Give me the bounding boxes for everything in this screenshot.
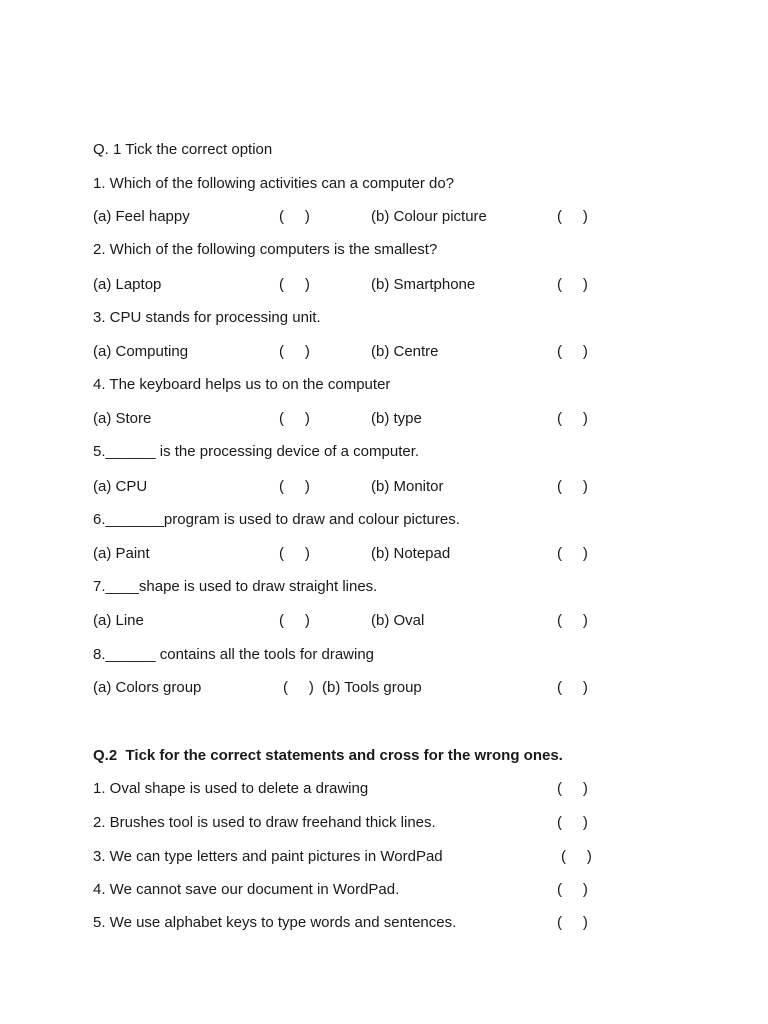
q1-5-option-b: (b) Monitor xyxy=(371,478,444,495)
q1-6-bracket-b: ( ) xyxy=(557,545,588,562)
q1-question-8: 8.______ contains all the tools for drawing xyxy=(93,646,375,663)
q2-statement-5: 5. We use alphabet keys to type words and sentences. xyxy=(93,914,457,931)
q2-4-bracket: ( ) xyxy=(557,881,588,898)
q1-1-bracket-b: ( ) xyxy=(557,208,588,225)
q2-statement-1: 1. Oval shape is used to delete a drawing xyxy=(93,780,369,797)
q1-heading: Q. 1 Tick the correct option xyxy=(93,141,273,158)
q1-5-option-a: (a) CPU xyxy=(93,478,148,495)
q2-statement-3: 3. We can type letters and paint pictures in WordPad xyxy=(93,848,443,865)
q1-2-bracket-a: ( ) xyxy=(279,276,310,293)
q1-3-bracket-b: ( ) xyxy=(557,343,588,360)
q2-3-bracket: ( ) xyxy=(561,848,592,865)
q1-6-option-b: (b) Notepad xyxy=(371,545,451,562)
q1-1-bracket-a: ( ) xyxy=(279,208,310,225)
q1-8-bracket-a: ( ) xyxy=(283,679,314,696)
q1-4-bracket-a: ( ) xyxy=(279,410,310,427)
q1-2-option-b: (b) Smartphone xyxy=(371,276,476,293)
q1-1-option-b: (b) Colour picture xyxy=(371,208,487,225)
q1-3-bracket-a: ( ) xyxy=(279,343,310,360)
q1-question-4: 4. The keyboard helps us to on the computer xyxy=(93,376,391,393)
q1-8-bracket-b: ( ) xyxy=(557,679,588,696)
q2-2-bracket: ( ) xyxy=(557,814,588,831)
q1-7-option-b: (b) Oval xyxy=(371,612,425,629)
q1-question-5: 5.______ is the processing device of a computer. xyxy=(93,443,420,460)
q1-1-option-a: (a) Feel happy xyxy=(93,208,190,225)
q1-question-2: 2. Which of the following computers is the smallest? xyxy=(93,241,438,258)
q2-5-bracket: ( ) xyxy=(557,914,588,931)
q1-2-option-a: (a) Laptop xyxy=(93,276,162,293)
q2-heading: Q.2 Tick for the correct statements and cross for the wrong ones. xyxy=(93,747,563,764)
q2-statement-2: 2. Brushes tool is used to draw freehand thick lines. xyxy=(93,814,436,831)
q1-8-option-a: (a) Colors group xyxy=(93,679,202,696)
q1-question-3: 3. CPU stands for processing unit. xyxy=(93,309,321,326)
q1-question-1: 1. Which of the following activities can a computer do? xyxy=(93,175,455,192)
q1-4-bracket-b: ( ) xyxy=(557,410,588,427)
q1-3-option-a: (a) Computing xyxy=(93,343,189,360)
q1-4-option-b: (b) type xyxy=(371,410,422,427)
q1-question-6: 6._______program is used to draw and colour pictures. xyxy=(93,511,460,528)
q2-1-bracket: ( ) xyxy=(557,780,588,797)
q2-statement-4: 4. We cannot save our document in WordPad. xyxy=(93,881,400,898)
q1-question-7: 7.____shape is used to draw straight lines. xyxy=(93,578,378,595)
q1-7-option-a: (a) Line xyxy=(93,612,144,629)
q1-6-bracket-a: ( ) xyxy=(279,545,310,562)
q1-5-bracket-b: ( ) xyxy=(557,478,588,495)
q1-7-bracket-b: ( ) xyxy=(557,612,588,629)
q1-6-option-a: (a) Paint xyxy=(93,545,150,562)
q1-4-option-a: (a) Store xyxy=(93,410,152,427)
q1-7-bracket-a: ( ) xyxy=(279,612,310,629)
q1-8-option-b: (b) Tools group xyxy=(322,679,422,696)
q1-3-option-b: (b) Centre xyxy=(371,343,439,360)
q1-2-bracket-b: ( ) xyxy=(557,276,588,293)
q1-5-bracket-a: ( ) xyxy=(279,478,310,495)
